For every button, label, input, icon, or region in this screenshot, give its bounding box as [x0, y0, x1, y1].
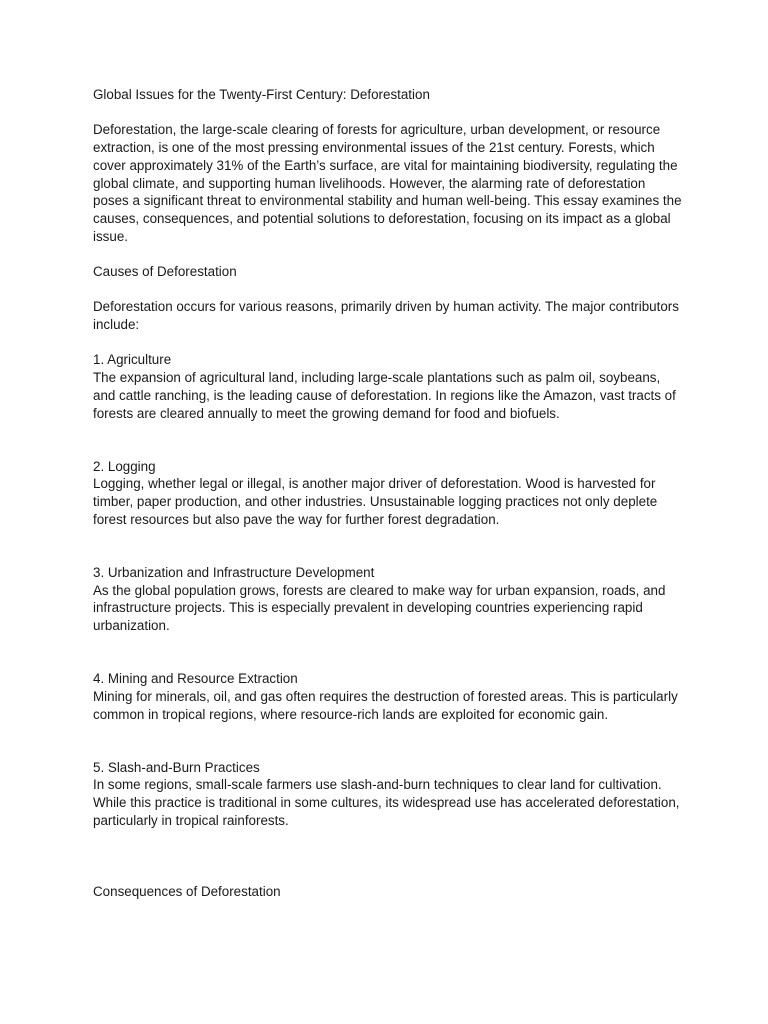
cause-title: 2. Logging — [93, 458, 156, 474]
spacer — [93, 529, 683, 564]
cause-slash-and-burn — [93, 759, 683, 830]
document-title: Global Issues for the Twenty-First Century: Deforestation — [93, 87, 430, 102]
cause-mining — [93, 670, 683, 723]
consequences-heading: Consequences of Deforestation — [93, 883, 281, 899]
causes-heading: Causes of Deforestation — [93, 264, 237, 279]
cause-urbanization — [93, 564, 683, 635]
cause-logging — [93, 458, 683, 529]
cause-agriculture — [93, 351, 683, 422]
intro-paragraph: Deforestation, the large-scale clearing of forests for agriculture, urban development, or resource extraction, is one of the most pressing environmental issues of the 21st century. Forests, which cover approximately 31% of the Earth’s surface, are vital for maintaining biodiversity, regulating the global climate, and supporting human livelihoods. However, the alarming rate of deforestation poses a significant threat to environmental stability and human well-being. This essay examines the causes, consequences, and potential solutions to deforestation, focusing on its impact as a global issue. — [93, 122, 682, 244]
cause-title: 4. Mining and Resource Extraction — [93, 671, 298, 687]
cause-body: Logging, whether legal or illegal, is another major driver of deforestation. Wood is harvested for timber, paper production, and other industries. Unsustainable logging practices not only deplete forest resources but also pave the way for further forest degradation. — [93, 476, 658, 527]
spacer — [93, 723, 683, 758]
cause-body: The expansion of agricultural land, including large-scale plantations such as palm oil, soybeans, and cattle ranching, is the leading cause of deforestation. In regions like the Amazon, vast tracts of forests are cleared annually to meet the growing demand for food and biofuels. — [93, 370, 676, 421]
document-page — [93, 86, 683, 918]
spacer — [93, 635, 683, 670]
spacer — [93, 422, 683, 457]
spacer — [93, 829, 683, 882]
cause-body: Mining for minerals, oil, and gas often requires the destruction of forested areas. This is particularly common in tropical regions, where resource-rich lands are exploited for economic gain. — [93, 688, 678, 722]
cause-body: In some regions, small-scale farmers use slash-and-burn techniques to clear land for cultivation. While this practice is traditional in some cultures, its widespread use has accelerated deforestation, particularly in tropical rainforests. — [93, 777, 680, 828]
cause-title: 1. Agriculture — [93, 352, 172, 368]
cause-title: 5. Slash-and-Burn Practices — [93, 759, 260, 775]
cause-body: As the global population grows, forests are cleared to make way for urban expansion, roads, and infrastructure projects. This is especially prevalent in developing countries experiencing rapid urbanization. — [93, 582, 666, 633]
causes-intro-paragraph: Deforestation occurs for various reasons, primarily driven by human activity. The major contributors include: — [93, 299, 679, 333]
cause-title: 3. Urbanization and Infrastructure Development — [93, 564, 375, 580]
